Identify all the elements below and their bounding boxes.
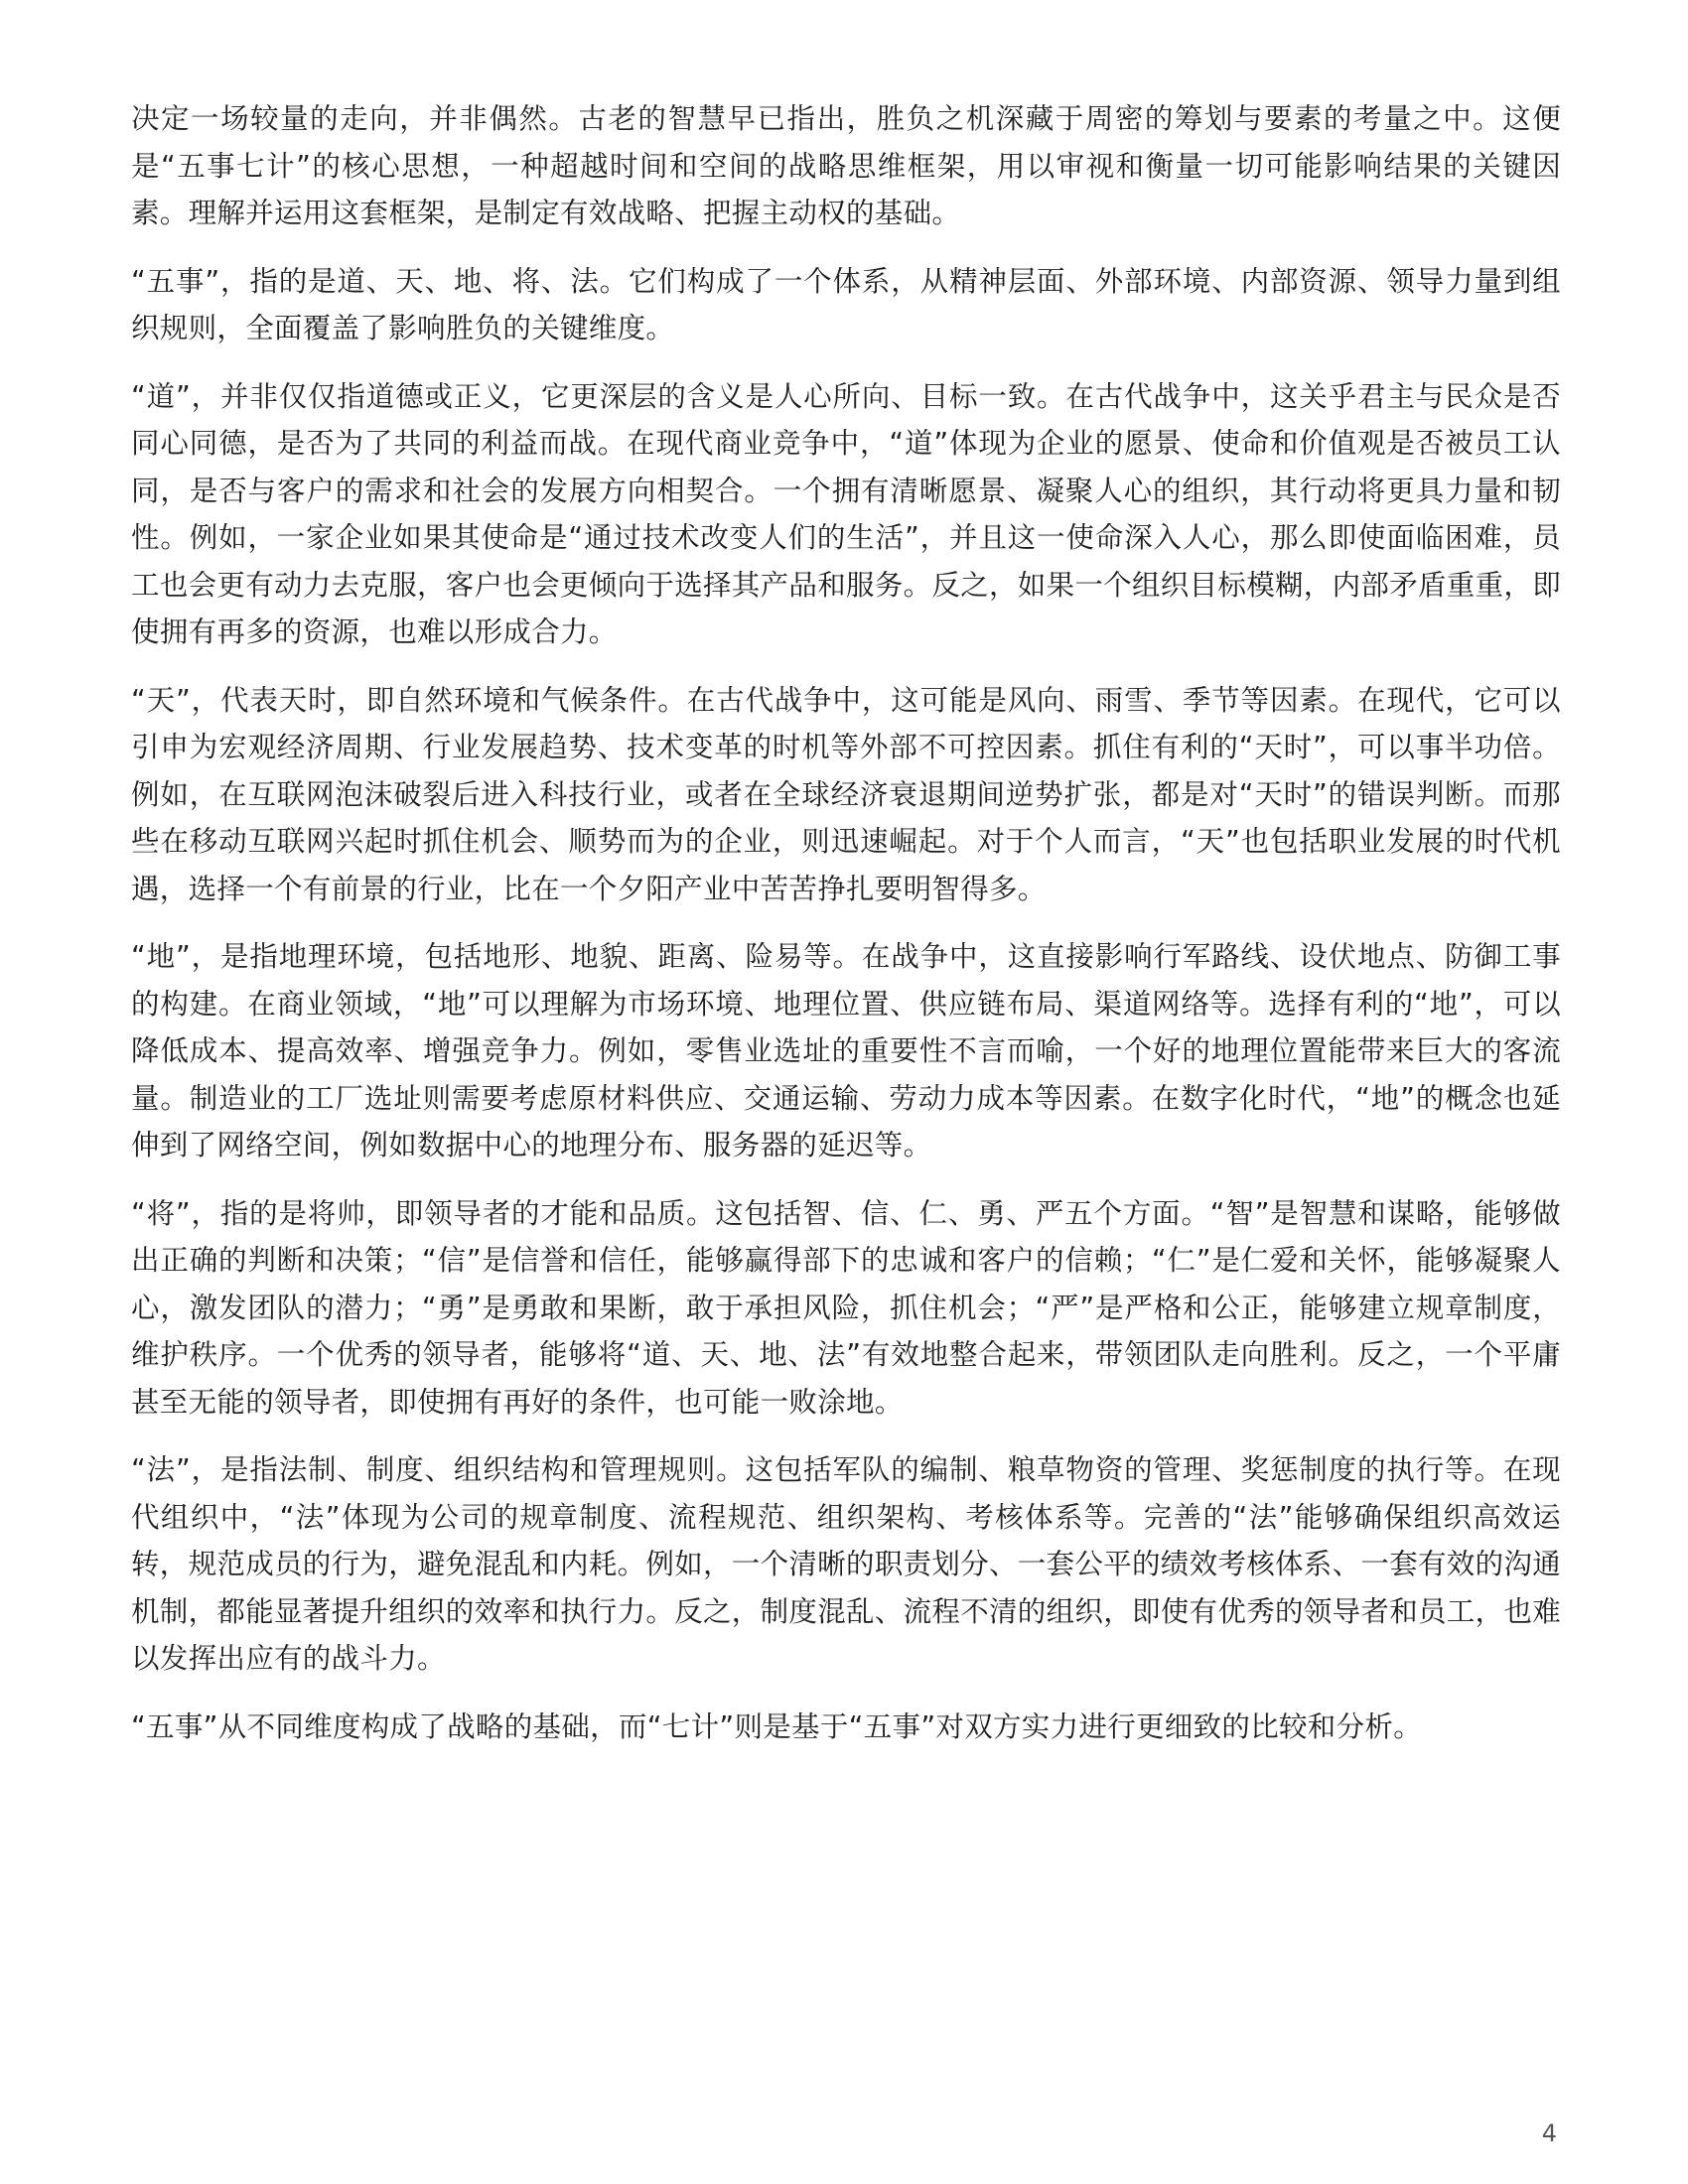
paragraph-intro: 决定一场较量的走向，并非偶然。古老的智慧早已指出，胜负之机深藏于周密的筹划与要素的考量之中。这便是“五事七计”的核心思想，一种超越时间和空间的战略思维框架，用以审视和衡量一切可能影响结果的关键因素。理解并运用这套框架，是制定有效战略、把握主动权的基础。 <box>131 102 1561 229</box>
paragraph-dao: “道”，并非仅仅指道德或正义，它更深层的含义是人心所向、目标一致。在古代战争中，这关乎君主与民众是否同心同德，是否为了共同的利益而战。在现代商业竞争中，“道”体现为企业的愿景、使命和价值观是否被员工认同，是否与客户的需求和社会的发展方向相契合。一个拥有清晰愿景、凝聚人心的组织，其行动将更具力量和韧性。例如，一家企业如果其使命是“通过技术改变人们的生活”，并且这一使命深入人心，那么即使面临困难，员工也会更有动力去克服，客户也会更倾向于选择其产品和服务。反之，如果一个组织目标模糊，内部矛盾重重，即使拥有再多的资源，也难以形成合力。 <box>131 379 1562 648</box>
paragraph-conclusion: “五事”从不同维度构成了战略的基础，而“七计”则是基于“五事”对双方实力进行更细致的比较和分析。 <box>131 1709 1422 1743</box>
paragraph-fa: “法”，是指法制、制度、组织结构和管理规则。这包括军队的编制、粮草物资的管理、奖惩制度的执行等。在现代组织中，“法”体现为公司的规章制度、流程规范、组织架构、考核体系等。完善的“法”能够确保组织高效运转，规范成员的行为，避免混乱和内耗。例如，一个清晰的职责划分、一套公平的绩效考核体系、一套有效的沟通机制，都能显著提升组织的效率和执行力。反之，制度混乱、流程不清的组织，即使有优秀的领导者和员工，也难以发挥出应有的战斗力。 <box>131 1453 1562 1675</box>
document-body <box>131 95 1561 1771</box>
paragraph-tian: “天”，代表天时，即自然环境和气候条件。在古代战争中，这可能是风向、雨雪、季节等因素。在现代，它可以引申为宏观经济周期、行业发展趋势、技术变革的时机等外部不可控因素。抓住有利的“天时”，可以事半功倍。例如，在互联网泡沫破裂后进入科技行业，或者在全球经济衰退期间逆势扩张，都是对“天时”的错误判断。而那些在移动互联网兴起时抓住机会、顺势而为的企业，则迅速崛起。对于个人而言，“天”也包括职业发展的时代机遇，选择一个有前景的行业，比在一个夕阳产业中苦苦挣扎要明智得多。 <box>131 683 1561 905</box>
paragraph-five-matters: “五事”，指的是道、天、地、将、法。它们构成了一个体系，从精神层面、外部环境、内部资源、领导力量到组织规则，全面覆盖了影响胜负的关键维度。 <box>131 264 1561 344</box>
paragraph-jiang: “将”，指的是将帅，即领导者的才能和品质。这包括智、信、仁、勇、严五个方面。“智”是智慧和谋略，能够做出正确的判断和决策；“信”是信誉和信任，能够赢得部下的忠诚和客户的信赖；“仁”是仁爱和关怀，能够凝聚人心，激发团队的潜力；“勇”是勇敢和果断，敢于承担风险，抓住机会；“严”是严格和公正，能够建立规章制度，维护秩序。一个优秀的领导者，能够将“道、天、地、法”有效地整合起来，带领团队走向胜利。反之，一个平庸甚至无能的领导者，即使拥有再好的条件，也可能一败涂地。 <box>131 1196 1561 1419</box>
paragraph-di: “地”，是指地理环境，包括地形、地貌、距离、险易等。在战争中，这直接影响行军路线、设伏地点、防御工事的构建。在商业领域，“地”可以理解为市场环境、地理位置、供应链布局、渠道网络等。选择有利的“地”，可以降低成本、提高效率、增强竞争力。例如，零售业选址的重要性不言而喻，一个好的地理位置能带来巨大的客流量。制造业的工厂选址则需要考虑原材料供应、交通运输、劳动力成本等因素。在数字化时代，“地”的概念也延伸到了网络空间，例如数据中心的地理分布、服务器的延迟等。 <box>131 940 1561 1161</box>
page-number: 4 <box>1541 2119 1557 2147</box>
